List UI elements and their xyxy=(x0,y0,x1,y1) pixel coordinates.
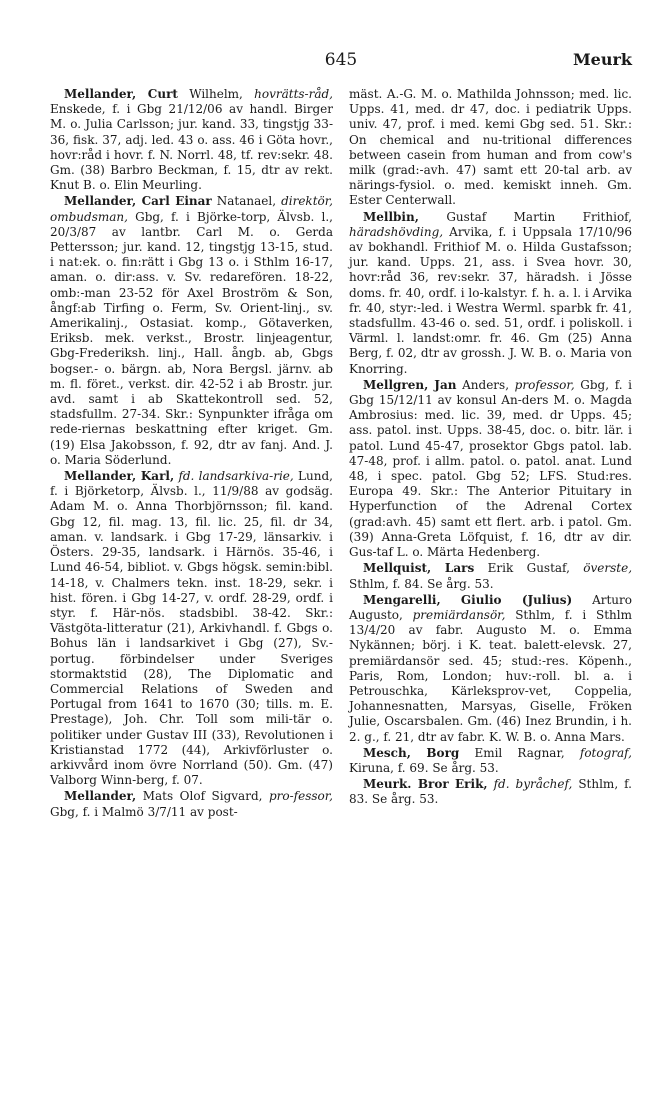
entry-text: Gbg, f. i Malmö 3/7/11 av post- xyxy=(50,804,238,819)
entry-given-names: Emil Ragnar, xyxy=(459,745,580,760)
entry-given-names: Natanael, xyxy=(211,194,282,209)
entry-title: överste, xyxy=(583,561,633,576)
running-head: Meurk xyxy=(572,50,632,69)
entry-name: Mellander, xyxy=(64,789,137,804)
page-header xyxy=(50,50,632,74)
entry-given-names: Erik Gustaf, xyxy=(474,561,584,576)
entry-given-names: Arturo Augusto, xyxy=(349,592,632,622)
right-column xyxy=(349,87,632,820)
entry-name: Mellquist, Lars xyxy=(363,561,475,576)
bio-entry xyxy=(349,210,632,377)
entry-name: Mellgren, Jan xyxy=(363,377,457,392)
bio-entry xyxy=(50,469,333,788)
bio-entry xyxy=(349,746,632,776)
entry-text: Enskede, f. i Gbg 21/12/06 av handl. Birger M. o. Julia Carlsson; jur. kand. 33, tingstjg 33-36, fisk. 37, adj. led. 43 o. ass. 46 i Göta hovr., hovr:råd i hovr. f. N. Norrl. 48, tf. rev:sekr. 48. Gm. (38) Barbro Beckman, f. 15, dtr av rekt. Knut B. o. Elin Meurling. xyxy=(50,102,333,193)
entry-title: hovrätts-råd, xyxy=(254,87,333,101)
entry-text: Kiruna, f. 69. Se årg. 53. xyxy=(349,760,499,775)
entry-text: Gbg, f. i Gbg 15/12/11 av konsul An-ders M. o. Magda Ambrosius: med. lic. 39, med. dr Upps. 45; ass. patol. inst. Upps. 38-45, doc. o. bitr. lär. i patol. Lund 45-47, prosektor Gbgs patol. lab. 47-48, prof. i allm. patol. o. patol. anat. Lund 48, i spec. patol. Gbg 52; LFS. Stud:res. Europa 49. Skr.: The Anterior Pituitary in Hyperfunction of the Adrenal Cortex (grad:avh. 45) samt ett flert. arb. i patol. Gm. (39) Anna-Greta Löfquist, f. 16, dtr av dir. Gus-taf L. o. Märta Hedenberg. xyxy=(349,377,633,560)
entry-name: Mellander, Curt xyxy=(64,87,178,101)
bio-entry xyxy=(349,378,632,560)
entry-text: Arvika, f. i Uppsala 17/10/96 av bokhandl. Frithiof M. o. Hilda Gustafsson; jur. kand. Upps. 21, ass. i Svea hovr. 30, hovr:råd 36, rev:sekr. 37, häradsh. i Jösse doms. fr. 40, ordf. i lo-kalstyr. f. h. a. l. i Arvika fr. 40, styr:-led. i Westra Werml. sparbk fr. 41, stadsfullm. 43-46 o. sed. 51, ordf. i poliskoll. i Värml. l. landst:omr. fr. 46. Gm (25) Anna Berg, f. 02, dtr av grossh. J. W. B. o. Maria von Knorring. xyxy=(349,224,632,376)
entry-text: Lund, f. i Björketorp, Älvsb. l., 11/9/88 av godsäg. Adam M. o. Anna Thorbjörnsson; fil. kand. Gbg 12, fil. mag. 13, fil. lic. 25, fil. dr 34, aman. v. landsark. i Gbg 17-29, länsarkiv. i Östers. 29-35, landsark. i Härnös. 35-46, i Lund 46-54, bibliot. v. Gbgs högsk. semin:bibl. 14-18, v. Chalmers tekn. inst. 18-29, sekr. i hist. fören. i Gbg 14-27, v. ordf. 28-29, ordf. i styr. f. Här-nös. stadsbibl. 38-42. Skr.: Västgöta-litteratur (21), Arkivhandl. f. Gbgs o. Bohus län i landsarkivet i Gbg (27), Sv.-portug. förbindelser under Sveriges stormaktstid (28), The Diplomatic and Commercial Relations of Sweden and Portugal from 1641 to 1670 (30; tills. m. E. Prestage), Joh. Chr. Toll som mili-tär o. politiker under Gustav III (33), Revolutionen i Kristianstad 1772 (44), Arkivförluster o. arkivvård inom övre Norrland (50). Gm. (47) Valborg Winn-berg, f. 07. xyxy=(50,469,333,788)
entry-title: pro-fessor, xyxy=(268,789,333,804)
bio-entry xyxy=(349,561,632,591)
bio-entry xyxy=(50,789,333,819)
entry-text: Sthlm, f. i Sthlm 13/4/20 av fabr. Augusto M. o. Emma Nykännen; börj. i K. teat. balett-elevsk. 27, premiärdansör sed. 45; stud:-res. Köpenh., Paris, Rom, London; huv:-roll. bl. a. i Petrouschka, Kärleksprov-vet, Coppelia, Johannesnatten, Marsyas, Giselle, Fröken Julie, Oscarsbalen. Gm. (46) Inez Brundin, i h. 2. g., f. 21, dtr av fabr. K. W. B. o. Anna Mars. xyxy=(349,607,632,744)
bio-entry xyxy=(349,593,632,745)
entry-title: häradshövding, xyxy=(349,224,444,239)
entry-name: Meurk. Bror Erik, xyxy=(363,777,488,792)
entry-given-names: Anders, xyxy=(456,377,515,392)
entry-text: Sthlm, f. 83. Se årg. 53. xyxy=(349,777,632,807)
entry-title: premiärdansör, xyxy=(412,607,506,622)
bio-entry xyxy=(50,194,333,468)
entry-given-names: Wilhelm, xyxy=(177,87,255,101)
bio-entry xyxy=(349,87,632,209)
entry-title: direktör, ombudsman, xyxy=(50,194,333,224)
entry-title: professor, xyxy=(514,377,575,392)
entry-title: fd. byråchef, xyxy=(493,777,573,792)
entry-text: mäst. A.-G. M. o. Mathilda Johnsson; med. lic. Upps. 41, med. dr 47, doc. i pediatrik Upps. univ. 47, prof. i med. kemi Gbg sed. 51. Skr.: On chemical and nu-tritional differences between casein from human and from cow's milk (grad:-avh. 47) samt ett 20-tal arb. av närings-fysiol. o. med. kemiskt inneh. Gm. Ester Centerwall. xyxy=(349,87,632,208)
entry-name: Mellbin, xyxy=(363,209,419,224)
page-number: 645 xyxy=(324,50,358,70)
entry-title: fd. landsarkiva-rie, xyxy=(178,469,294,484)
left-column xyxy=(50,87,333,820)
bio-entry xyxy=(50,87,333,193)
entry-title: fotograf, xyxy=(579,745,632,760)
entry-name: Mengarelli, Giulio (Julius) xyxy=(363,592,573,607)
entry-name: Mellander, Carl Einar xyxy=(64,194,212,209)
text-columns xyxy=(50,87,632,820)
entry-given-names: Gustaf Martin Frithiof, xyxy=(418,209,632,224)
entry-text: Sthlm, f. 84. Se årg. 53. xyxy=(349,576,494,591)
entry-name: Mellander, Karl, xyxy=(64,469,175,484)
bio-entry xyxy=(349,777,632,807)
entry-given-names: Mats Olof Sigvard, xyxy=(136,789,269,804)
entry-text: Gbg, f. i Björke-torp, Älvsb. l., 20/3/87 av lantbr. Carl M. o. Gerda Pettersson; jur. kand. 12, tingstjg 13-15, stud. i nat:ek. o. fin:rätt i Gbg 13 o. i Sthlm 16-17, aman. o. dir:ass. v. Sv. redarefören. 18-22, omb:-man 23-52 för Axel Broström & Son, ångf:ab Tirfing o. Ferm, Sv. Orient-linj., sv. Amerikalinj., Ostasiat. komp., Götaverken, Eriksb. mek. verkst., Brostr. linjeagentur, Gbg-Frederiksh. linj., Hall. ångb. ab, Gbgs bogser.- o. bärgn. ab, Nora Bergsl. järnv. ab m. fl. föret., verkst. dir. 42-52 i ab Brostr. jur. avd. samt i ab Skattekontroll sed. 52, stadsfullm. 27-34. Skr.: Synpunkter ifråga om rede-riernas beskattning efter kriget. Gm. (19) Elsa Jakobsson, f. 92, dtr av fanj. And. J. o. Maria Söderlund. xyxy=(50,209,333,467)
entry-name: Mesch, Borg xyxy=(363,745,460,760)
